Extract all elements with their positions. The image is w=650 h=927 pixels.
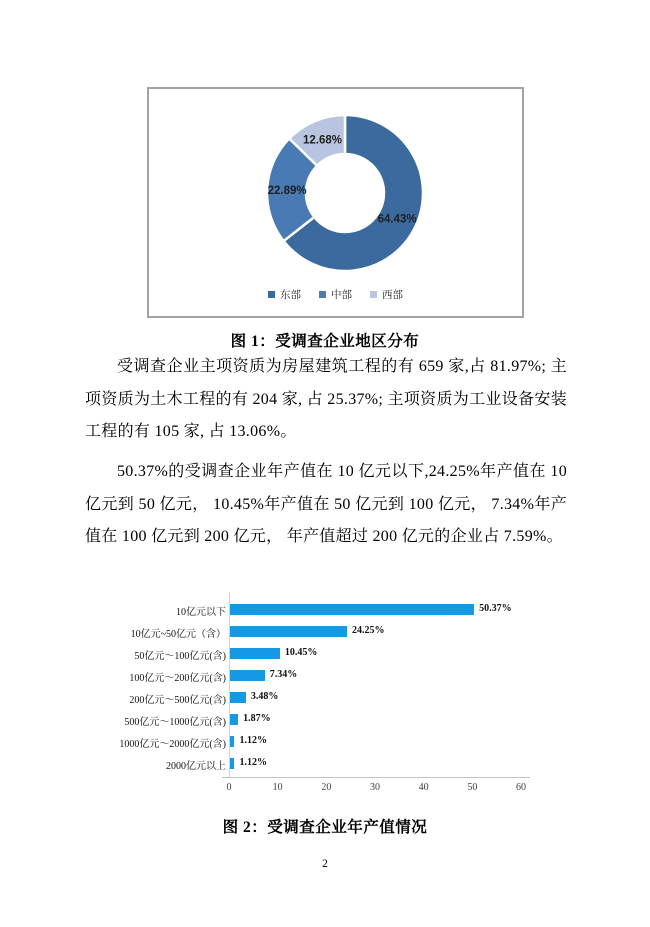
bar-value-label: 50.37% xyxy=(479,603,512,614)
x-axis-tick-label: 10 xyxy=(272,782,283,793)
x-axis-tick-label: 40 xyxy=(418,782,429,793)
bar-value-label: 10.45% xyxy=(284,647,318,658)
bar xyxy=(229,626,347,637)
bar xyxy=(229,648,280,659)
x-axis-tick-label: 60 xyxy=(516,782,526,793)
figure1-caption: 图 1：受调查企业地区分布 xyxy=(230,333,420,350)
legend-marker-icon xyxy=(370,291,377,298)
y-axis-line xyxy=(229,592,230,777)
legend-item-东部 xyxy=(268,287,301,302)
bar-value-label: 1.87% xyxy=(243,713,271,724)
pie-data-label: 12.68% xyxy=(302,134,343,147)
bar-value-label: 1.12% xyxy=(239,757,267,768)
bar-value-label: 24.25% xyxy=(352,625,385,636)
x-axis-tick-label: 0 xyxy=(226,782,232,793)
legend-item-中部 xyxy=(319,287,352,302)
bar-category-label: 10亿元~50亿元（含） xyxy=(130,629,226,640)
bar-value-label: 1.12% xyxy=(239,735,267,746)
page-number: 2 xyxy=(322,858,328,870)
legend-label: 西部 xyxy=(382,289,403,301)
bar xyxy=(229,692,246,703)
x-axis-tick-label: 30 xyxy=(370,782,380,793)
bar-value-label: 7.34% xyxy=(269,669,298,680)
figure1-chart-frame xyxy=(147,87,524,318)
bar-category-label: 500亿元～1000亿元(含) xyxy=(124,717,226,728)
legend-item-西部 xyxy=(370,287,403,302)
bar-category-label: 1000亿元～2000亿元(含) xyxy=(119,739,226,750)
bar xyxy=(229,670,265,681)
x-axis-tick-label: 20 xyxy=(321,782,332,793)
bar xyxy=(229,604,474,615)
bar-category-label: 50亿元～100亿元(含) xyxy=(134,651,226,662)
pie-data-label: 64.43% xyxy=(377,213,417,226)
figure2-caption: 图 2：受调查企业年产值情况 xyxy=(222,819,428,836)
figure2-bar-chart xyxy=(90,592,570,804)
bar-category-label: 2000亿元以上 xyxy=(166,761,226,772)
bar-value-label: 3.48% xyxy=(250,691,279,702)
body-paragraph-1: 受调查企业主项资质为房屋建筑工程的有 659 家,占 81.97%; 主项资质为土木工程的有 204 家, 占 25.37%; 主项资质为工业设备安装工程的有 105 家, 占 13.06%。 xyxy=(85,358,567,441)
donut-chart xyxy=(149,89,522,285)
pie-data-label: 22.89% xyxy=(267,184,307,197)
bar-category-label: 10亿元以下 xyxy=(176,607,226,618)
x-axis-tick-label: 50 xyxy=(467,782,478,793)
bar-category-label: 100亿元～200亿元(含) xyxy=(129,673,226,684)
legend-marker-icon xyxy=(268,291,275,298)
bar-category-label: 200亿元～500亿元(含) xyxy=(129,695,226,706)
body-paragraph-2: 50.37%的受调查企业年产值在 10 亿元以下,24.25%年产值在 10 亿元到 50 亿元， 10.45%年产值在 50 亿元到 100 亿元， 7.34%年产值在 100 亿元到 200 亿元， 年产值超过 200 亿元的企业占 7.59%。 xyxy=(85,463,567,546)
x-axis-line xyxy=(222,777,530,778)
bar xyxy=(229,714,238,725)
chart-legend xyxy=(149,287,522,302)
legend-label: 东部 xyxy=(280,289,301,301)
legend-label: 中部 xyxy=(331,289,352,301)
legend-marker-icon xyxy=(319,291,326,298)
